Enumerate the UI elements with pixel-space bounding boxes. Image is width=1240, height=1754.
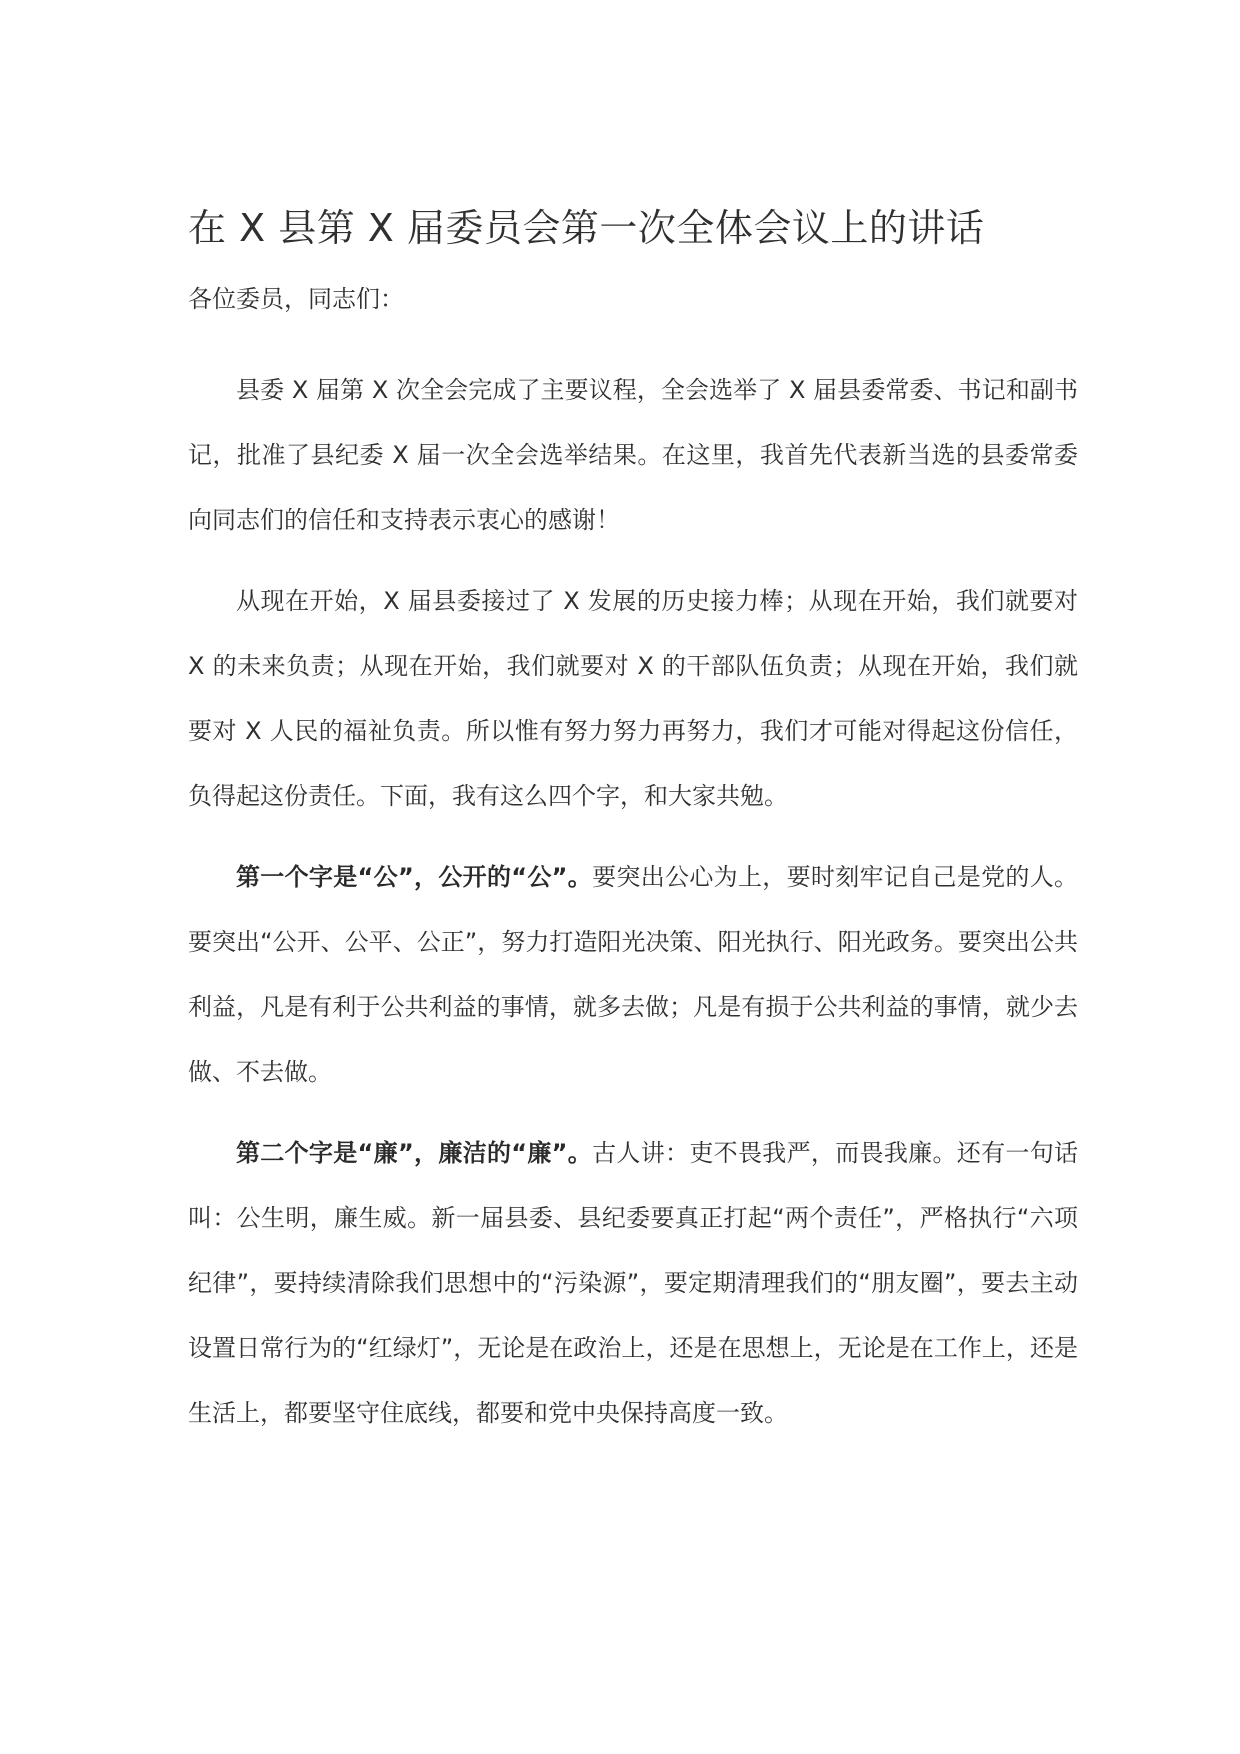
salutation: 各位委员，同志们： [188,285,404,313]
document-page [188,200,1078,1462]
paragraph-3-text: 要突出公心为上，要时刻牢记自己是党的人。要突出“公开、公平、公正”，努力打造阳光决策、阳光执行、阳光政务。要突出公共利益，凡是有利于公共利益的事情，就多去做；凡是有损于公共利益的事情，就少去做、不去做。 [188,863,1079,1086]
paragraph-4-heading: 第二个字是“廉”，廉洁的“廉”。 [236,1139,593,1167]
paragraph-1-text: 县委 X 届第 X 次全会完成了主要议程，全会选举了 X 届县委常委、书记和副书记，批准了县纪委 X 届一次全会选举结果。在这里，我首先代表新当选的县委常委向同志们的信任和支持表示衷心的感谢！ [188,376,1078,534]
paragraph-2-text: 从现在开始，X 届县委接过了 X 发展的历史接力棒；从现在开始，我们就要对 X 的未来负责；从现在开始，我们就要对 X 的干部队伍负责；从现在开始，我们就要对 X 人民的福祉负责。所以惟有努力努力再努力，我们才可能对得起这份信任，负得起这份责任。下面，我有这么四个字，和大家共勉。 [188,587,1078,810]
paragraph-3-heading: 第一个字是“公”，公开的“公”。 [236,863,593,891]
paragraph-3 [188,845,1078,1105]
paragraph-4-text: 古人讲：吏不畏我严，而畏我廉。还有一句话叫：公生明，廉生威。新一届县委、县纪委要真正打起“两个责任”，严格执行“六项纪律”，要持续清除我们思想中的“污染源”，要定期清理我们的“朋友圈”，要去主动设置日常行为的“红绿灯”，无论是在政治上，还是在思想上，无论是在工作上，还是生活上，都要坚守住底线，都要和党中央保持高度一致。 [188,1139,1079,1427]
paragraph-4 [188,1121,1078,1446]
paragraph-2 [188,569,1078,829]
document-title: 在 X 县第 X 届委员会第一次全体会议上的讲话 [188,206,985,250]
paragraph-1 [188,358,1078,553]
